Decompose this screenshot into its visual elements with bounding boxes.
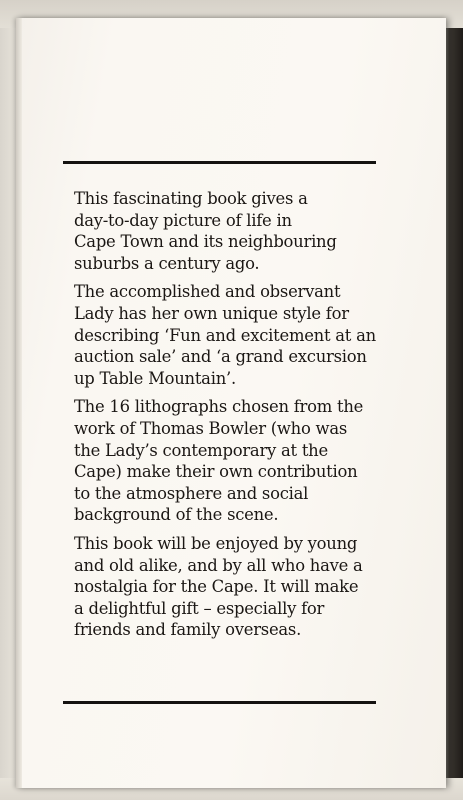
blurb-line: the Lady’s contemporary at the bbox=[74, 440, 328, 460]
bottom-rule bbox=[63, 701, 376, 704]
blurb-line: suburbs a century ago. bbox=[74, 253, 260, 273]
blurb-line: to the atmosphere and social bbox=[74, 483, 309, 503]
blurb-line: day-to-day picture of life in bbox=[74, 210, 292, 230]
blurb-paragraph-2 bbox=[74, 281, 394, 389]
blurb-paragraph-4 bbox=[74, 533, 394, 641]
blurb-line: The accomplished and observant bbox=[74, 282, 341, 302]
blurb-line: This book will be enjoyed by young bbox=[74, 533, 358, 553]
blurb-line: and old alike, and by all who have a bbox=[74, 555, 363, 575]
blurb-line: background of the scene. bbox=[74, 505, 279, 525]
blurb-line: The 16 lithographs chosen from the bbox=[74, 397, 364, 417]
blurb-line: auction sale’ and ‘a grand excursion bbox=[74, 347, 367, 367]
blurb-line: Cape Town and its neighbouring bbox=[74, 232, 337, 252]
blurb-line: nostalgia for the Cape. It will make bbox=[74, 577, 359, 597]
blurb-line: Cape) make their own contribution bbox=[74, 462, 358, 482]
blurb-line: work of Thomas Bowler (who was bbox=[74, 418, 348, 438]
blurb-line: up Table Mountain’. bbox=[74, 368, 236, 388]
blurb-line: This fascinating book gives a bbox=[74, 189, 308, 208]
blurb-line: friends and family overseas. bbox=[74, 620, 302, 640]
blurb-paragraph-3 bbox=[74, 396, 394, 526]
blurb-text bbox=[74, 188, 394, 648]
jacket-fold-edge bbox=[16, 18, 22, 788]
blurb-line: describing ‘Fun and excitement at an bbox=[74, 325, 376, 345]
top-rule bbox=[63, 161, 376, 164]
blurb-line: a delightful gift – especially for bbox=[74, 598, 325, 618]
blurb-paragraph-1 bbox=[74, 188, 394, 274]
blurb-line: Lady has her own unique style for bbox=[74, 303, 349, 323]
